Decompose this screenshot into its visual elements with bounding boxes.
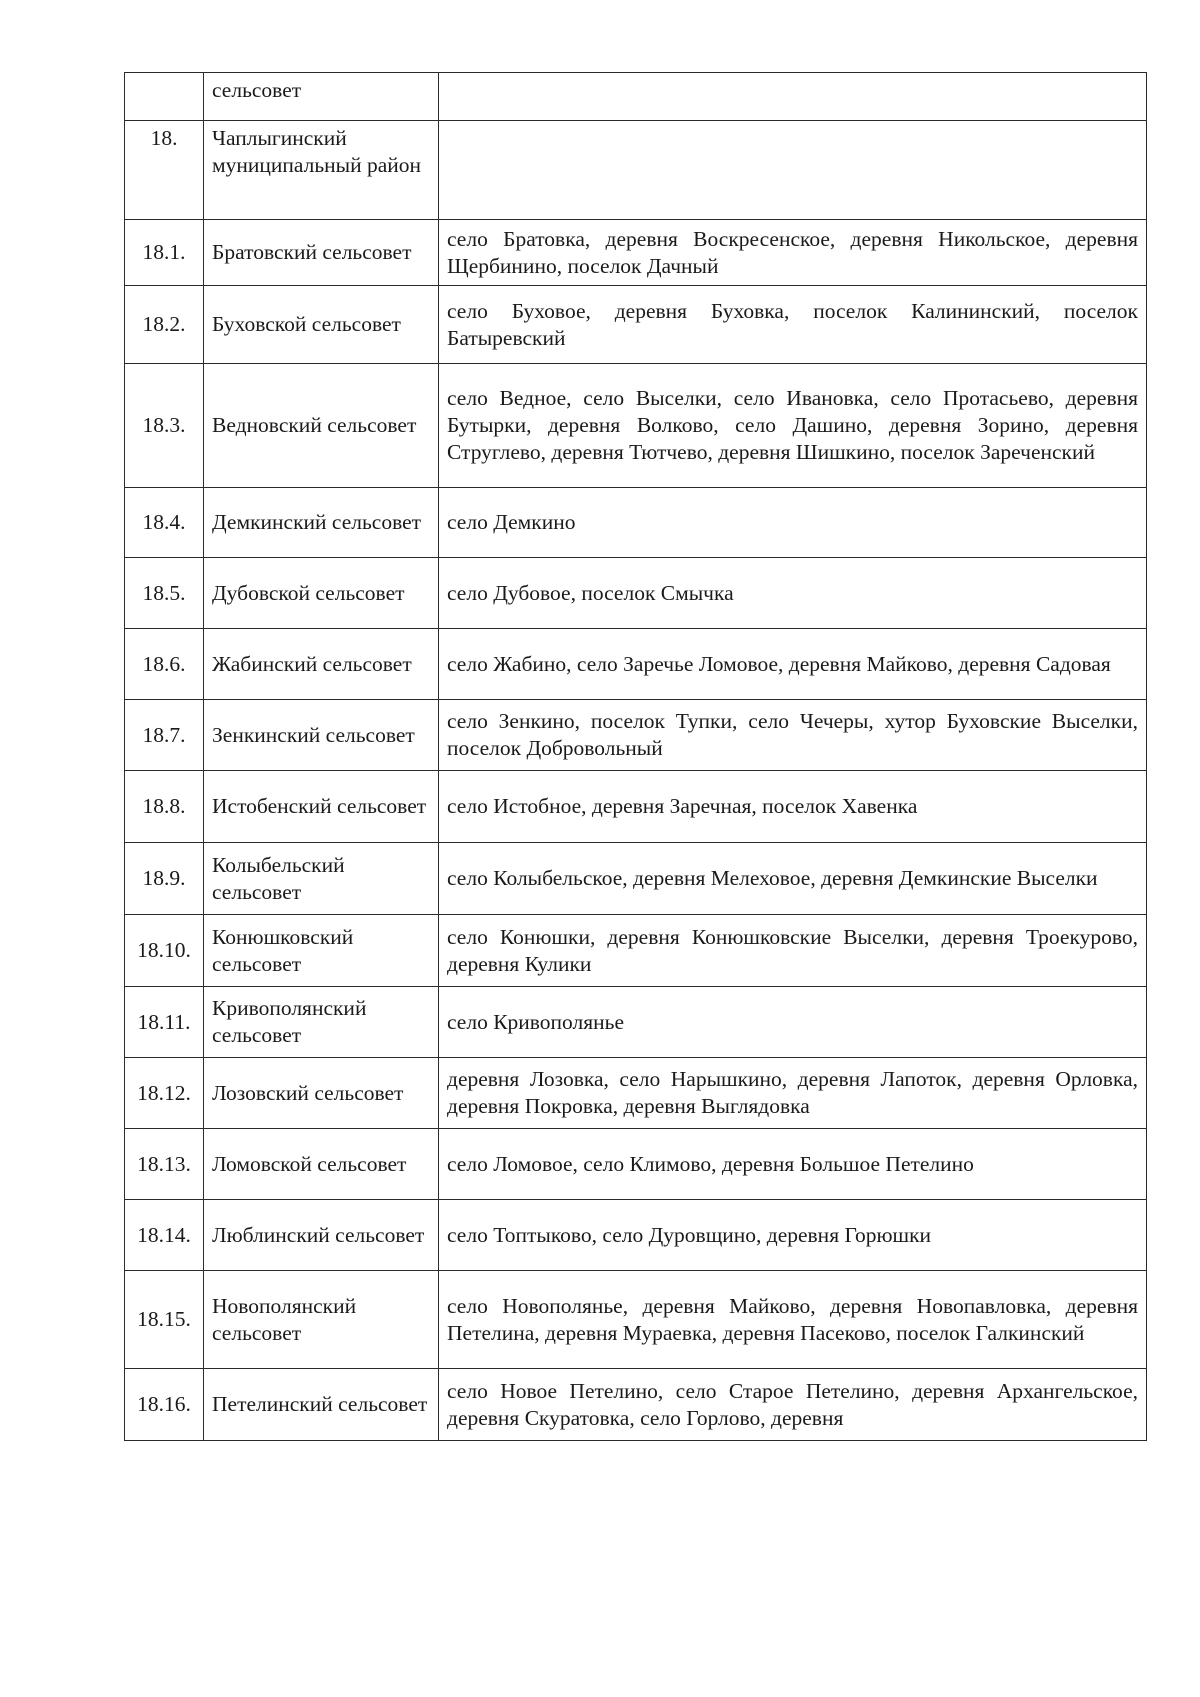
row-number: 18.10.	[125, 915, 204, 987]
settlements-list: село Дубовое, поселок Смычка	[439, 558, 1147, 629]
table-row	[125, 987, 1147, 1058]
settlements-list: село Кривополянье	[439, 987, 1147, 1058]
row-number	[125, 73, 204, 121]
settlements-list: село Жабино, село Заречье Ломовое, деревня Майково, деревня Садовая	[439, 629, 1147, 700]
table-row	[125, 843, 1147, 915]
table-row	[125, 1129, 1147, 1200]
table-row	[125, 1369, 1147, 1441]
row-number: 18.7.	[125, 700, 204, 771]
settlements-table	[124, 72, 1147, 1441]
table-row	[125, 364, 1147, 488]
municipality-name: Новополянский сельсовет	[204, 1271, 439, 1369]
municipality-name: Лозовский сельсовет	[204, 1058, 439, 1129]
row-number: 18.14.	[125, 1200, 204, 1271]
municipality-name: Буховской сельсовет	[204, 286, 439, 364]
settlements-list: село Колыбельское, деревня Мелеховое, деревня Демкинские Выселки	[439, 843, 1147, 915]
row-number: 18.1.	[125, 220, 204, 286]
settlements-list: село Ведное, село Выселки, село Ивановка, село Протасьево, деревня Бутырки, деревня Волково, село Дашино, деревня Зорино, деревня Струглево, деревня Тютчево, деревня Шишкино, поселок Зареченский	[439, 364, 1147, 488]
row-number: 18.8.	[125, 771, 204, 843]
municipality-name: Жабинский сельсовет	[204, 629, 439, 700]
table-row	[125, 1200, 1147, 1271]
settlements-list	[439, 121, 1147, 220]
row-number: 18.12.	[125, 1058, 204, 1129]
table-row	[125, 488, 1147, 558]
row-number: 18.16.	[125, 1369, 204, 1441]
settlements-list: село Новое Петелино, село Старое Петелино, деревня Архангельское, деревня Скуратовка, село Горлово, деревня	[439, 1369, 1147, 1441]
municipality-name: Конюшковский сельсовет	[204, 915, 439, 987]
settlements-list: село Демкино	[439, 488, 1147, 558]
municipality-name: Братовский сельсовет	[204, 220, 439, 286]
municipality-name: Демкинский сельсовет	[204, 488, 439, 558]
table-row	[125, 629, 1147, 700]
municipality-name: Ведновский сельсовет	[204, 364, 439, 488]
row-number: 18.11.	[125, 987, 204, 1058]
table-row	[125, 558, 1147, 629]
municipality-name: Дубовской сельсовет	[204, 558, 439, 629]
row-number: 18.	[125, 121, 204, 220]
municipality-name: Кривополянский сельсовет	[204, 987, 439, 1058]
municipality-name: сельсовет	[204, 73, 439, 121]
municipality-name: Люблинский сельсовет	[204, 1200, 439, 1271]
row-number: 18.5.	[125, 558, 204, 629]
settlements-table-body	[125, 73, 1147, 1441]
row-number: 18.2.	[125, 286, 204, 364]
municipality-name: Ломовской сельсовет	[204, 1129, 439, 1200]
row-number: 18.13.	[125, 1129, 204, 1200]
table-row	[125, 1271, 1147, 1369]
settlements-list: село Новополянье, деревня Майково, деревня Новопавловка, деревня Петелина, деревня Мураевка, деревня Пасеково, поселок Галкинский	[439, 1271, 1147, 1369]
table-row	[125, 220, 1147, 286]
row-number: 18.6.	[125, 629, 204, 700]
municipality-name: Петелинский сельсовет	[204, 1369, 439, 1441]
municipality-name: Зенкинский сельсовет	[204, 700, 439, 771]
row-number: 18.9.	[125, 843, 204, 915]
row-number: 18.15.	[125, 1271, 204, 1369]
municipality-name: Чаплыгинский муниципальный район	[204, 121, 439, 220]
table-row	[125, 121, 1147, 220]
table-row	[125, 73, 1147, 121]
settlements-list: село Буховое, деревня Буховка, поселок Калининский, поселок Батыревский	[439, 286, 1147, 364]
row-number: 18.3.	[125, 364, 204, 488]
settlements-list: село Истобное, деревня Заречная, поселок Хавенка	[439, 771, 1147, 843]
row-number: 18.4.	[125, 488, 204, 558]
settlements-list	[439, 73, 1147, 121]
settlements-list: село Конюшки, деревня Конюшковские Выселки, деревня Троекурово, деревня Кулики	[439, 915, 1147, 987]
settlements-list: село Зенкино, поселок Тупки, село Чечеры, хутор Буховские Выселки, поселок Добровольный	[439, 700, 1147, 771]
table-row	[125, 1058, 1147, 1129]
settlements-list: деревня Лозовка, село Нарышкино, деревня Лапоток, деревня Орловка, деревня Покровка, деревня Выглядовка	[439, 1058, 1147, 1129]
table-row	[125, 700, 1147, 771]
settlements-list: село Ломовое, село Климово, деревня Большое Петелино	[439, 1129, 1147, 1200]
table-row	[125, 915, 1147, 987]
municipality-name: Колыбельский сельсовет	[204, 843, 439, 915]
settlements-list: село Топтыково, село Дуровщино, деревня Горюшки	[439, 1200, 1147, 1271]
settlements-list: село Братовка, деревня Воскресенское, деревня Никольское, деревня Щербинино, поселок Дачный	[439, 220, 1147, 286]
table-row	[125, 286, 1147, 364]
municipality-name: Истобенский сельсовет	[204, 771, 439, 843]
table-row	[125, 771, 1147, 843]
